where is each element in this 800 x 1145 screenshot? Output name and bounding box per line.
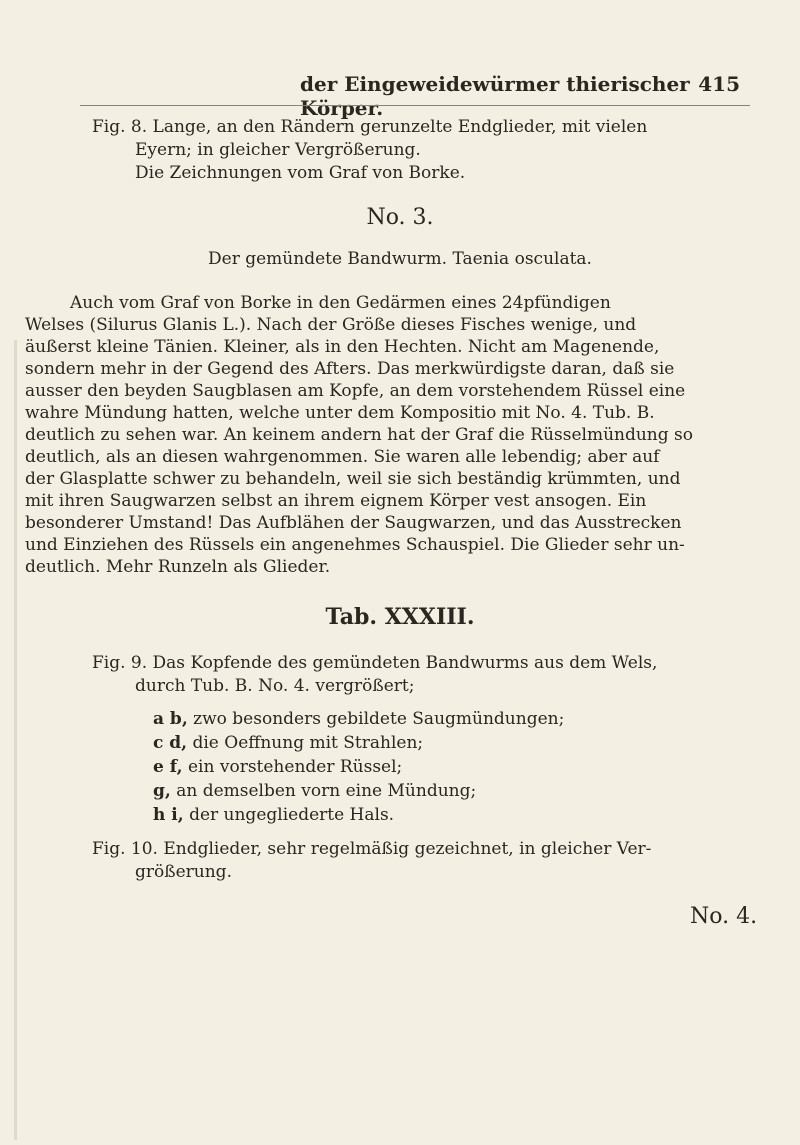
legend-label: a b,	[153, 709, 188, 729]
header-title: der Eingeweidewürmer thierischer Körper.	[300, 72, 690, 120]
header-rule	[80, 105, 750, 106]
paragraph-line: deutlich zu sehen war. An keinem andern hat der Graf die Rüsselmündung so	[25, 425, 693, 445]
legend-item	[153, 804, 394, 826]
catchword: No. 4.	[690, 904, 758, 929]
fig9-line: durch Tub. B. No. 4. vergrößert;	[135, 676, 415, 696]
paragraph-line: sondern mehr in der Gegend des Afters. Das merkwürdigste daran, daß sie	[25, 359, 675, 379]
section-title: Der gemündete Bandwurm. Taenia osculata.	[208, 249, 592, 269]
legend-item	[153, 780, 476, 802]
paragraph-line: mit ihren Saugwarzen selbst an ihrem eignem Körper vest ansogen. Ein	[25, 491, 647, 511]
paragraph-line: äußerst kleine Tänien. Kleiner, als in den Hechten. Nicht am Magenende,	[25, 337, 660, 357]
fig8-line: Die Zeichnungen vom Graf von Borke.	[135, 163, 466, 183]
legend-label: g,	[153, 781, 171, 801]
legend-text: der ungegliederte Hals.	[189, 805, 395, 825]
paragraph-line: besonderer Umstand! Das Aufblähen der Saugwarzen, und das Ausstrecken	[25, 513, 682, 533]
legend-text: die Oeffnung mit Strahlen;	[192, 733, 424, 753]
legend-item	[153, 708, 564, 730]
paragraph-line: deutlich, als an diesen wahrgenommen. Sie waren alle lebendig; aber auf	[25, 447, 660, 467]
legend-label: c d,	[153, 733, 188, 753]
paragraph-line: ausser den beyden Saugblasen am Kopfe, an dem vorstehendem Rüssel eine	[25, 381, 686, 401]
legend-text: an demselben vorn eine Mündung;	[176, 781, 477, 801]
legend-label: h i,	[153, 805, 184, 825]
fig10-line: Fig. 10. Endglieder, sehr regelmäßig gezeichnet, in gleicher Ver-	[92, 839, 652, 859]
paragraph-line: deutlich. Mehr Runzeln als Glieder.	[25, 557, 331, 577]
fig10-line: größerung.	[135, 862, 232, 882]
legend-text: ein vorstehender Rüssel;	[188, 757, 403, 777]
page-number: 415	[698, 72, 740, 96]
fig9-line: Fig. 9. Das Kopfende des gemündeten Bandwurms aus dem Wels,	[92, 653, 658, 673]
paragraph-line: wahre Mündung hatten, welche unter dem Kompositio mit No. 4. Tub. B.	[25, 403, 655, 423]
fig8-line: Fig. 8. Lange, an den Rändern gerunzelte Endglieder, mit vielen	[92, 117, 648, 137]
fig8-line: Eyern; in gleicher Vergrößerung.	[135, 140, 421, 160]
paragraph-line: Auch vom Graf von Borke in den Gedärmen eines 24pfündigen	[70, 293, 611, 313]
legend-label: e f,	[153, 757, 183, 777]
page-edge	[14, 340, 17, 1140]
running-header	[300, 72, 740, 120]
legend-text: zwo besonders gebildete Saugmündungen;	[193, 709, 565, 729]
section-number: No. 3.	[366, 205, 434, 230]
legend-item	[153, 732, 423, 754]
legend-item	[153, 756, 402, 778]
paragraph-line: Welses (Silurus Glanis L.). Nach der Größe dieses Fisches wenige, und	[25, 315, 637, 335]
plate-heading: Tab. XXXIII.	[325, 604, 475, 630]
paragraph-line: und Einziehen des Rüssels ein angenehmes Schauspiel. Die Glieder sehr un-	[25, 535, 685, 555]
paragraph-line: der Glasplatte schwer zu behandeln, weil sie sich beständig krümmten, und	[25, 469, 681, 489]
